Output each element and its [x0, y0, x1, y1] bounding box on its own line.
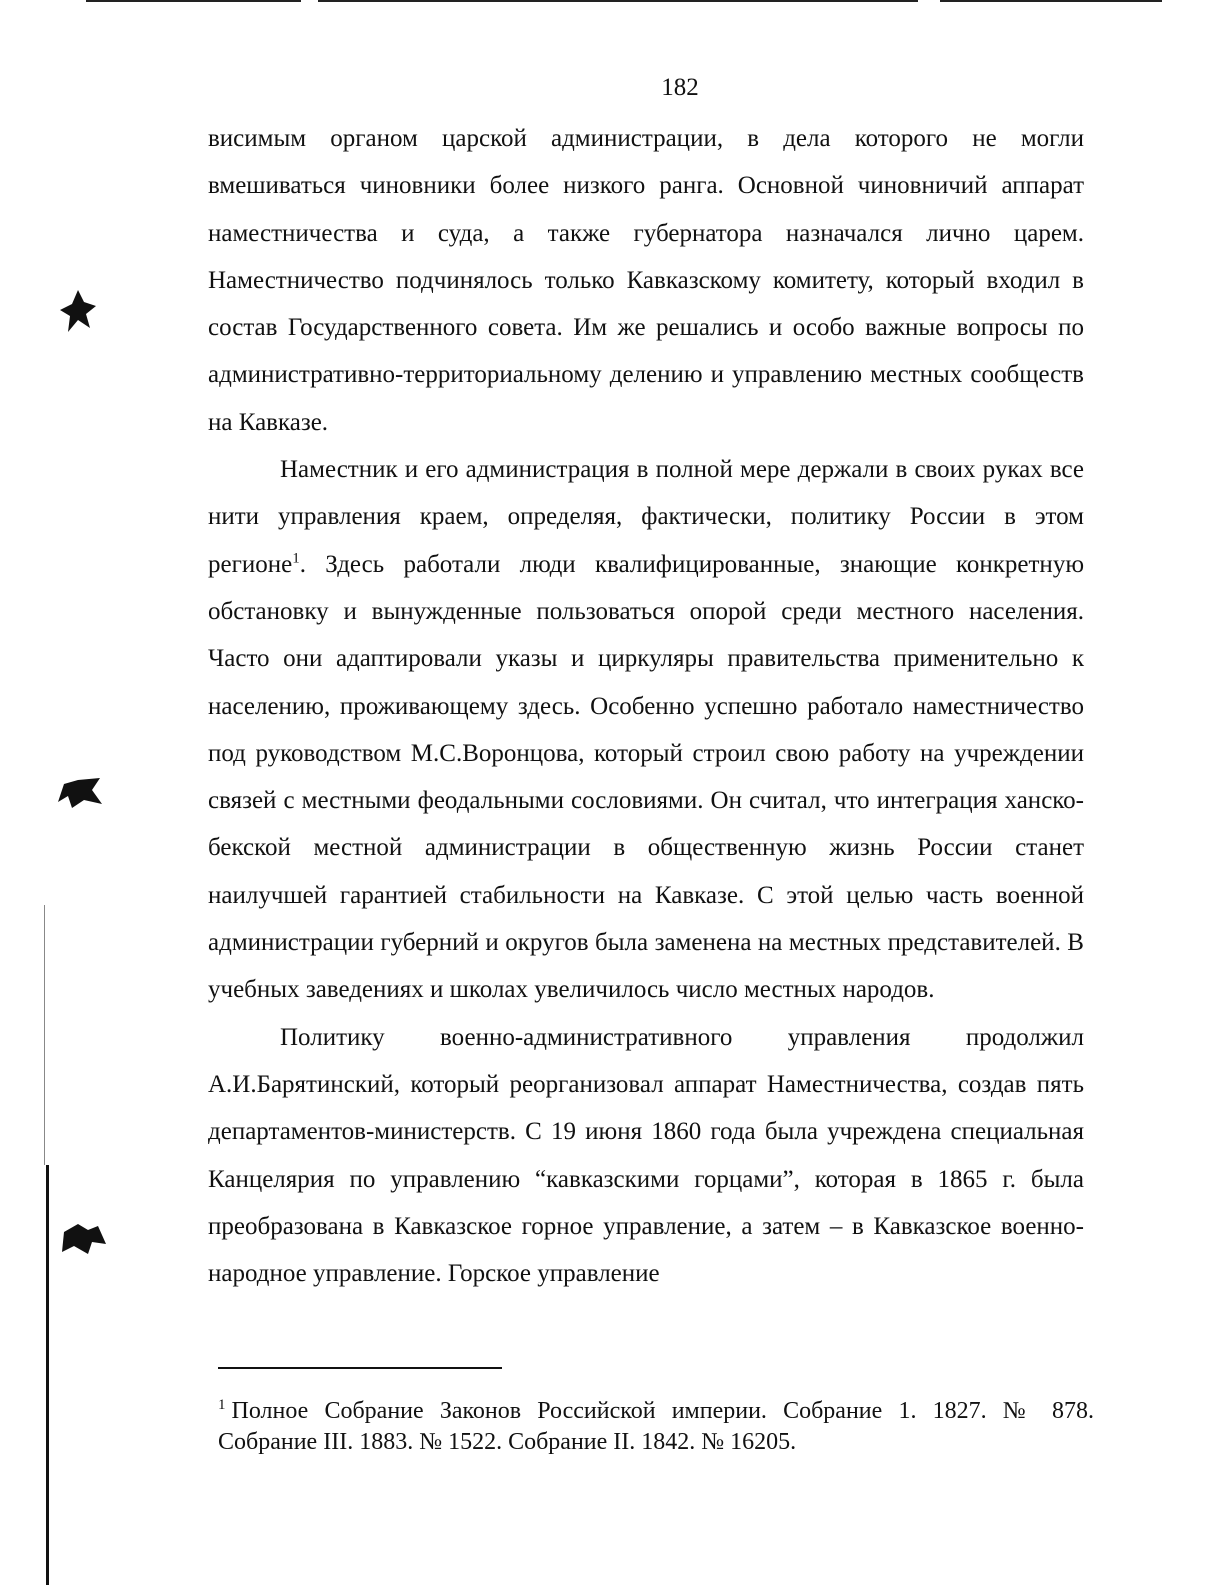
- paragraph-2-start: Наместник и его администрация в полной мере держали в своих руках все нити управления краем, определяя, фактически, политику России в этом регионе: [208, 456, 1084, 578]
- scan-top-rule-right: [940, 0, 1162, 2]
- blot-shape-icon: [58, 288, 98, 336]
- footnote-separator: [218, 1367, 502, 1369]
- paragraph-2-end: . Здесь работали люди квалифицированные, знающие конкретную обстановку и вынужденные пользоваться опорой среди местного населения. Часто они адаптировали указы и циркуляры правительства применительно к населению, проживающему здесь. Особенно успешно работало наместничество под руководством М.С.Воронцова, который строил свою работу на учреждении связей с местными феодальными сословиями. Он считал, что интеграция ханско-бекской местной администрации в общественную жизнь России станет наилучшей гарантией стабильности на Кавказе. С этой целью часть военной администрации губерний и округов была заменена на местных представителей. В учебных заведениях и школах увеличилось число местных народов.: [208, 550, 1084, 1004]
- paragraph-3: Политику военно-административного управления продолжил А.И.Барятинский, который реорганизовал аппарат Наместничества, создав пять департаментов-министерств. С 19 июня 1860 года была учреждена специальная Канцелярия по управлению “кавказскими горцами”, которая в 1865 г. была преобразована в Кавказское горное управление, а затем – в Кавказское военно-народное управление. Горское управление: [208, 1023, 1084, 1288]
- hole-punch-mark-middle: [56, 776, 106, 816]
- scan-left-thin-line: [44, 905, 45, 1165]
- paragraph-1: висимым органом царской администрации, в дела которого не могли вмешиваться чиновники более низкого ранга. Основной чиновничий аппарат наместничества и суда, а также губернатора назначался лично царем. Наместничество подчинялось только Кавказскому комитету, который входил в состав Государственного совета. Им же решались и особо важные вопросы по административно-территориальному делению и управлению местных сообществ на Кавказе.: [208, 125, 1084, 436]
- hole-punch-mark-top: [58, 288, 98, 342]
- blot-shape-icon: [56, 776, 106, 810]
- blot-shape-icon: [58, 1222, 108, 1256]
- hole-punch-mark-bottom: [58, 1222, 108, 1262]
- scan-left-edge-bar: [46, 1165, 49, 1585]
- body-text: [208, 115, 1084, 1297]
- footnote-text: Полное Собрание Законов Российской империи. Собрание 1. 1827. № 878. Собрание III. 1883. № 1522. Собрание II. 1842. № 16205.: [218, 1398, 1094, 1455]
- page-number: 182: [661, 74, 699, 101]
- paragraph-2: [208, 446, 1084, 1014]
- scan-top-rule-center: [318, 0, 918, 2]
- footnote: [218, 1396, 1094, 1458]
- footnote-mark: 1: [218, 1397, 226, 1413]
- scan-top-rule-left: [86, 0, 301, 2]
- footnote-reference[interactable]: 1: [292, 550, 300, 567]
